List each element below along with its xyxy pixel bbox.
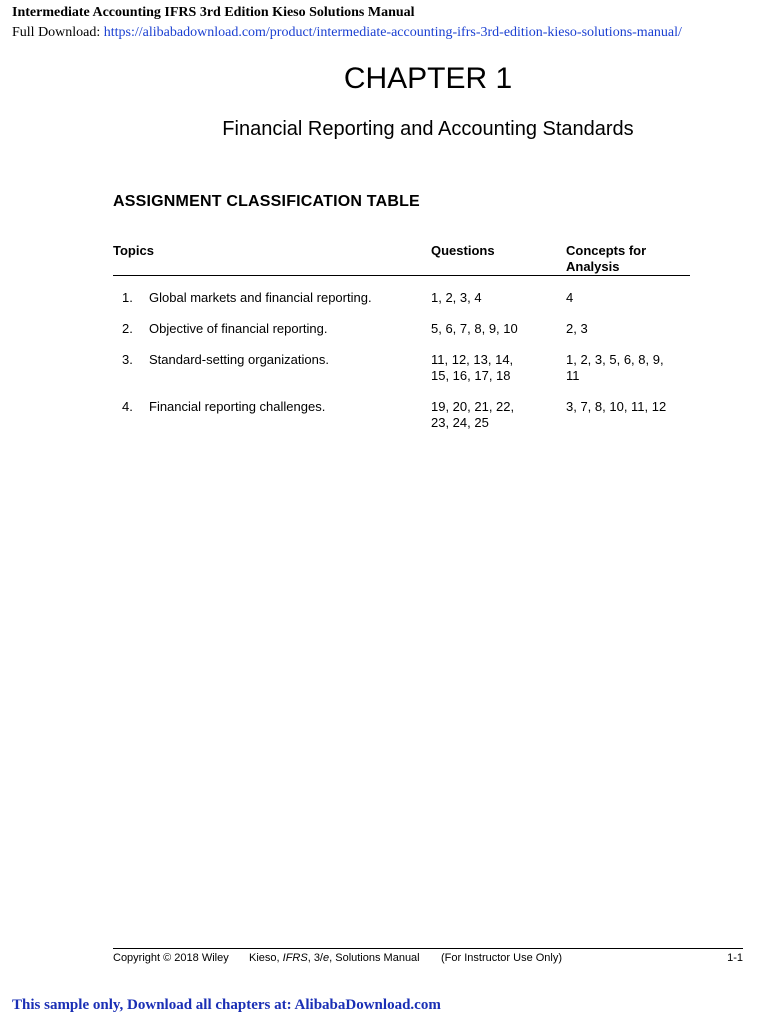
row-topic: Financial reporting challenges. [149,399,326,414]
row-questions [431,399,551,431]
questions-line: 15, 16, 17, 18 [431,368,511,383]
concepts-line: 2, 3 [566,321,588,336]
row-concepts [566,352,686,384]
row-topic: Objective of financial reporting. [149,321,328,336]
footer-page-number: 1-1 [727,952,743,964]
concepts-line: 11 [566,368,580,383]
questions-line: 23, 24, 25 [431,415,489,430]
row-concepts [566,321,686,337]
manual-edition: , 3/ [307,952,323,964]
concepts-header-line: Concepts for [566,243,647,258]
manual-title: IFRS [282,952,308,964]
chapter-subtitle: Financial Reporting and Accounting Standards [222,118,634,140]
concepts-line: 1, 2, 3, 5, 6, 8, 9, [566,352,664,367]
row-questions [431,290,551,306]
concepts-line: 3, 7, 8, 10, 11, 12 [566,399,667,414]
row-number: 3. [122,352,133,367]
assignment-table-heading: ASSIGNMENT CLASSIFICATION TABLE [113,193,420,210]
page-footer [113,952,743,966]
column-header-questions: Questions [431,243,495,258]
row-number: 2. [122,321,133,336]
row-topic: Global markets and financial reporting. [149,290,372,305]
column-header-concepts [566,243,686,275]
download-line [12,25,682,41]
questions-line: 19, 20, 21, 22, [431,399,515,414]
footer-use-note: (For Instructor Use Only) [441,952,563,964]
manual-author: Kieso, [249,952,283,964]
assignment-classification-table [113,243,690,430]
download-label: Full Download: [12,25,104,40]
manual-suffix: , Solutions Manual [329,952,420,964]
table-header [113,243,690,276]
chapter-title: CHAPTER 1 [343,62,513,95]
document-title: Intermediate Accounting IFRS 3rd Edition Kieso Solutions Manual [12,5,415,20]
questions-line: 1, 2, 3, 4 [431,290,482,305]
row-questions [431,352,551,384]
download-link[interactable]: https://alibabadownload.com/product/intermediate-accounting-ifrs-3rd-edition-kieso-solutions-manual/ [103,25,682,40]
row-number: 1. [122,290,133,305]
download-promo-banner: This sample only, Download all chapters at: AlibabaDownload.com [12,997,441,1013]
row-concepts [566,290,686,306]
manual-edition-e: e [323,952,330,964]
footer-divider [113,948,743,949]
concepts-header-line: Analysis [566,259,620,274]
row-number: 4. [122,399,133,414]
footer-copyright: Copyright © 2018 Wiley [113,952,229,964]
concepts-line: 4 [566,290,574,305]
footer-manual-title [249,952,420,964]
questions-line: 11, 12, 13, 14, [431,352,514,367]
row-questions [431,321,551,337]
questions-line: 5, 6, 7, 8, 9, 10 [431,321,518,336]
column-header-topics: Topics [113,243,154,258]
row-concepts [566,399,686,415]
row-topic: Standard-setting organizations. [149,352,329,367]
